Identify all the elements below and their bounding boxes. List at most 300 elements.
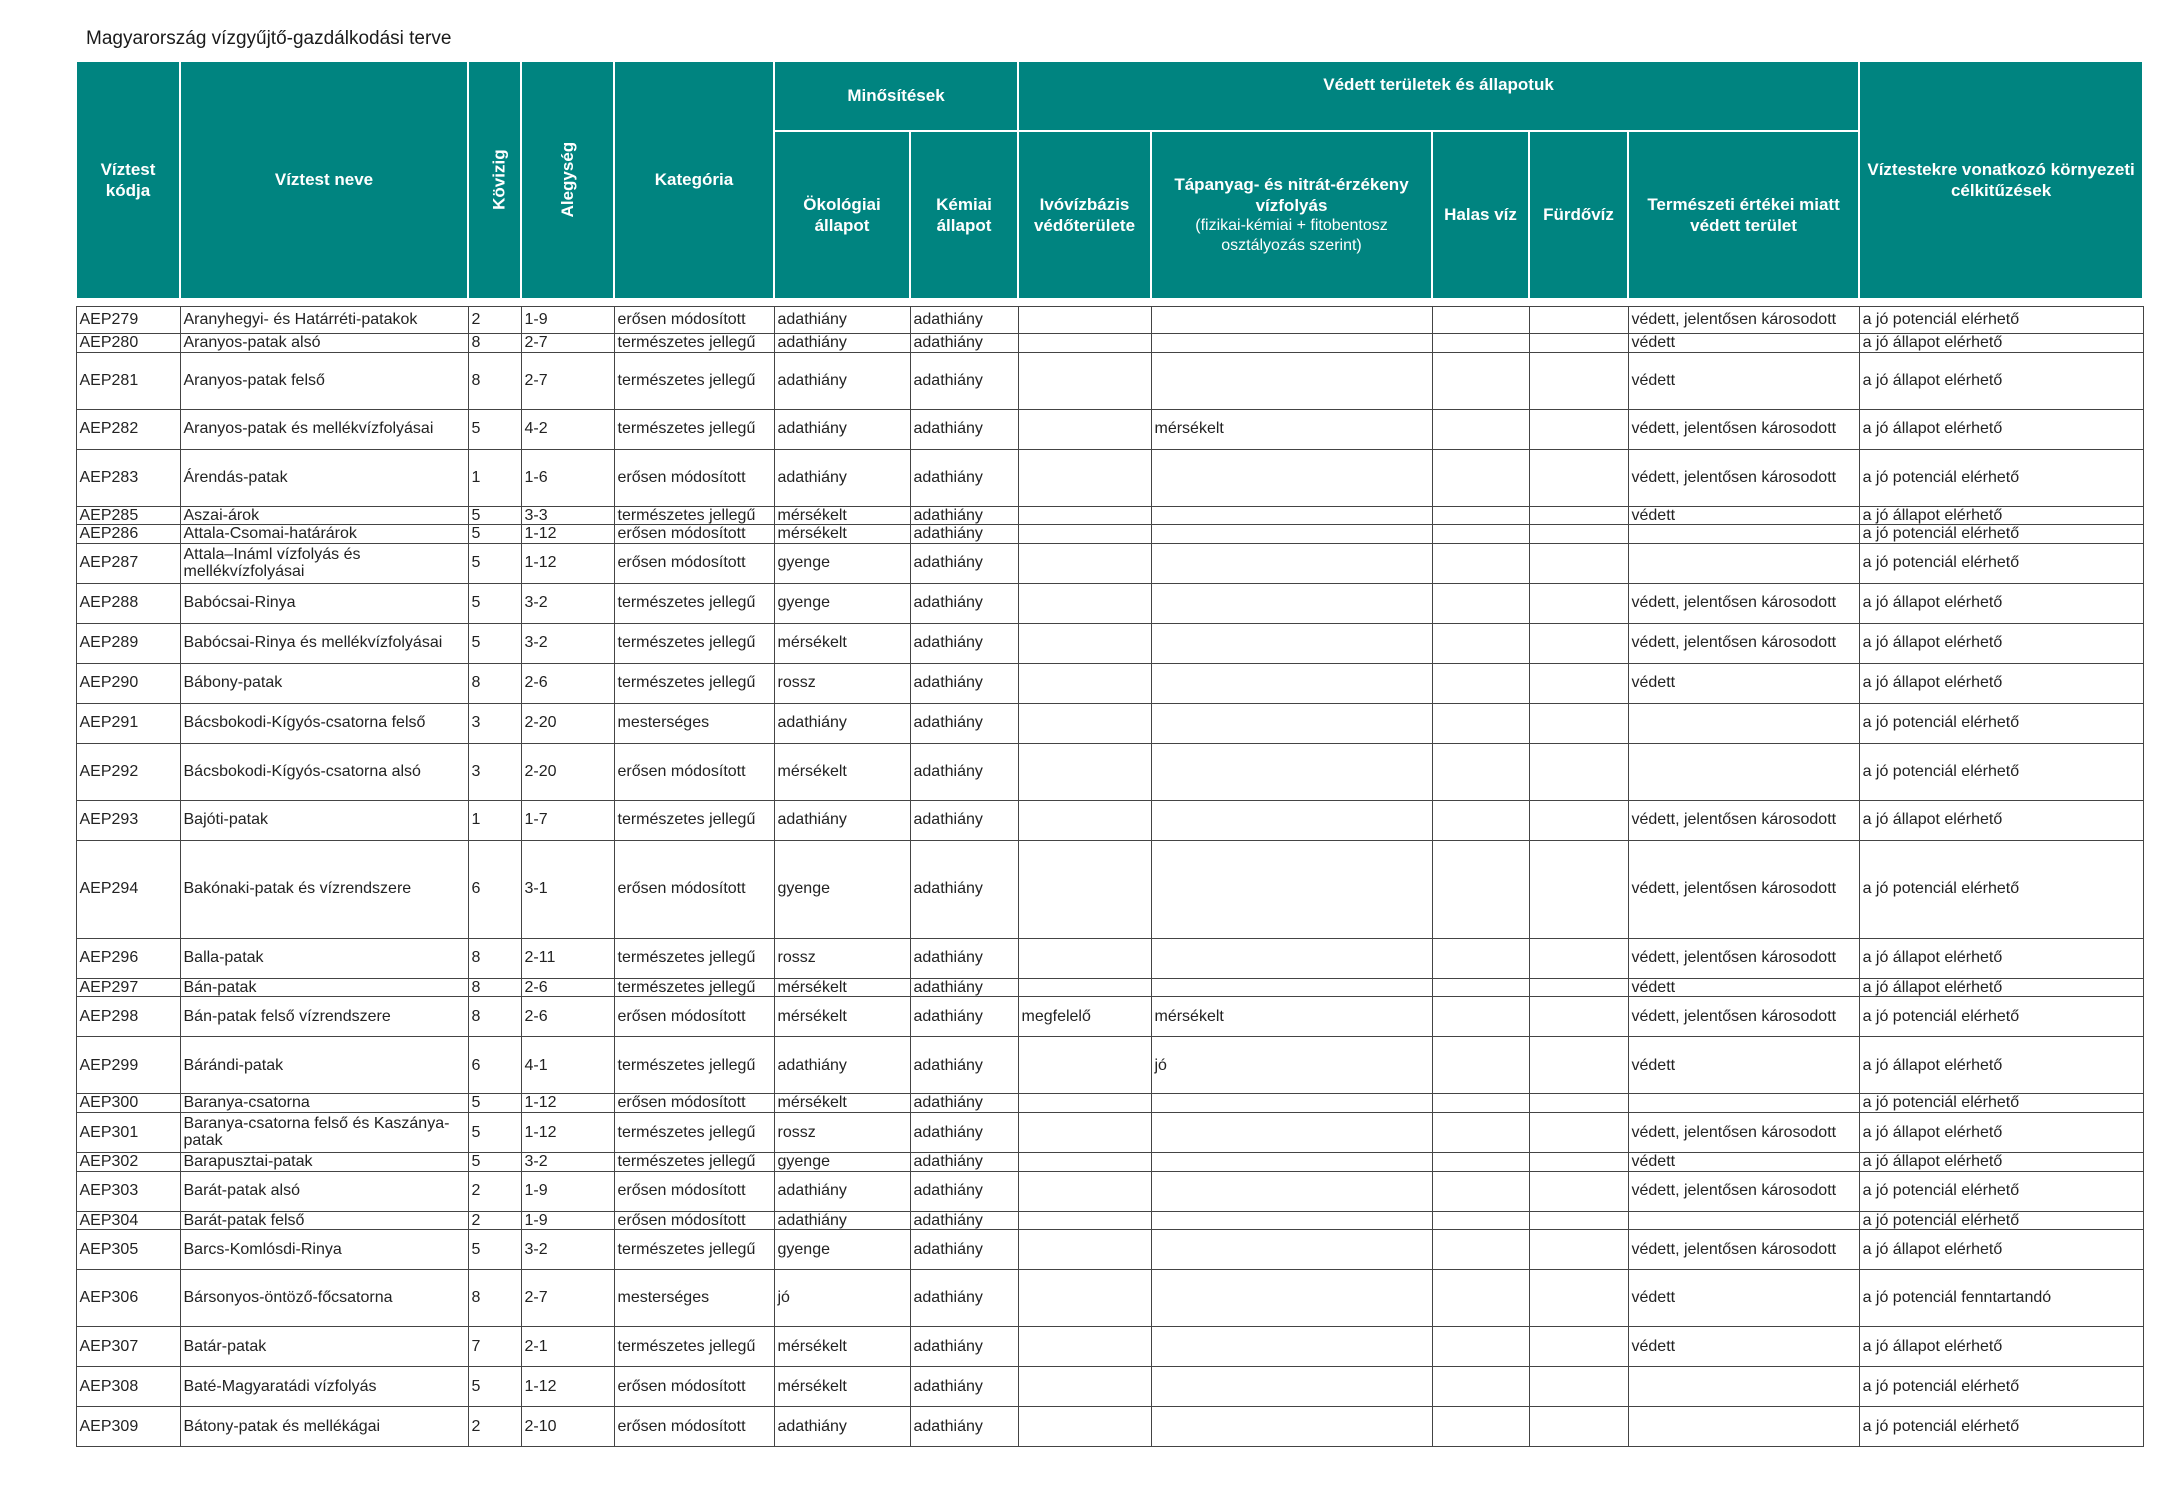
cell-cel: a jó potenciál elérhető xyxy=(1859,307,2143,334)
cell-kemiai: adathiány xyxy=(910,743,1018,800)
cell-code: AEP288 xyxy=(76,583,180,623)
cell-termeszeti: védett xyxy=(1628,1152,1859,1171)
header-kemiai: Kémiai állapot xyxy=(910,131,1018,299)
cell-okologiai: adathiány xyxy=(774,449,910,506)
cell-kemiai: adathiány xyxy=(910,409,1018,449)
table-row xyxy=(76,623,2143,663)
cell-tapanyag xyxy=(1151,1367,1432,1407)
cell-ivoviz xyxy=(1018,352,1151,409)
cell-termeszeti: védett, jelentősen károsodott xyxy=(1628,623,1859,663)
table-row xyxy=(76,1230,2143,1270)
cell-furdo xyxy=(1529,307,1628,334)
cell-code: AEP294 xyxy=(76,840,180,938)
cell-furdo xyxy=(1529,352,1628,409)
cell-kovizig: 2 xyxy=(468,1171,521,1211)
header-code: Víztest kódja xyxy=(76,61,180,299)
cell-kategoria: mesterséges xyxy=(614,1270,774,1327)
table-row xyxy=(76,1112,2143,1152)
cell-okologiai: gyenge xyxy=(774,543,910,583)
cell-okologiai: adathiány xyxy=(774,352,910,409)
cell-furdo xyxy=(1529,583,1628,623)
cell-okologiai: adathiány xyxy=(774,1407,910,1447)
cell-kategoria: erősen módosított xyxy=(614,307,774,334)
cell-kategoria: természetes jellegű xyxy=(614,1230,774,1270)
cell-name: Baranya-csatorna felső és Kaszánya-patak xyxy=(180,1112,468,1152)
cell-termeszeti xyxy=(1628,1094,1859,1113)
cell-ivoviz xyxy=(1018,334,1151,353)
cell-ivoviz xyxy=(1018,1367,1151,1407)
cell-termeszeti: védett, jelentősen károsodott xyxy=(1628,409,1859,449)
cell-termeszeti: védett, jelentősen károsodott xyxy=(1628,583,1859,623)
cell-kemiai: adathiány xyxy=(910,1211,1018,1230)
cell-cel: a jó állapot elérhető xyxy=(1859,1327,2143,1367)
cell-kategoria: mesterséges xyxy=(614,703,774,743)
header-termeszeti: Természeti értékei miatt védett terület xyxy=(1628,131,1859,299)
table-row xyxy=(76,1037,2143,1094)
water-body-table xyxy=(75,60,2144,1447)
cell-okologiai: gyenge xyxy=(774,583,910,623)
cell-kovizig: 5 xyxy=(468,583,521,623)
cell-ivoviz xyxy=(1018,663,1151,703)
table-row xyxy=(76,1152,2143,1171)
cell-code: AEP289 xyxy=(76,623,180,663)
cell-kovizig: 5 xyxy=(468,1112,521,1152)
header-furdoviz: Fürdővíz xyxy=(1529,131,1628,299)
cell-furdo xyxy=(1529,1230,1628,1270)
cell-name: Attala–Ináml vízfolyás és mellékvízfolyásai xyxy=(180,543,468,583)
cell-code: AEP281 xyxy=(76,352,180,409)
cell-furdo xyxy=(1529,1211,1628,1230)
cell-termeszeti: védett, jelentősen károsodott xyxy=(1628,997,1859,1037)
cell-kategoria: erősen módosított xyxy=(614,449,774,506)
cell-furdo xyxy=(1529,1094,1628,1113)
cell-okologiai: mérsékelt xyxy=(774,997,910,1037)
cell-kategoria: természetes jellegű xyxy=(614,1327,774,1367)
cell-cel: a jó potenciál elérhető xyxy=(1859,1094,2143,1113)
header-alegyseg xyxy=(521,61,614,299)
cell-termeszeti: védett, jelentősen károsodott xyxy=(1628,307,1859,334)
cell-ivoviz xyxy=(1018,525,1151,544)
cell-kategoria: természetes jellegű xyxy=(614,352,774,409)
cell-alegyseg: 2-20 xyxy=(521,743,614,800)
header-alegyseg-label: Alegység xyxy=(557,142,577,218)
cell-code: AEP304 xyxy=(76,1211,180,1230)
cell-name: Bársonyos-öntöző-főcsatorna xyxy=(180,1270,468,1327)
cell-okologiai: mérsékelt xyxy=(774,978,910,997)
cell-furdo xyxy=(1529,978,1628,997)
cell-ivoviz xyxy=(1018,1211,1151,1230)
cell-cel: a jó potenciál elérhető xyxy=(1859,840,2143,938)
cell-furdo xyxy=(1529,840,1628,938)
cell-kemiai: adathiány xyxy=(910,543,1018,583)
cell-ivoviz xyxy=(1018,1270,1151,1327)
cell-cel: a jó állapot elérhető xyxy=(1859,800,2143,840)
cell-name: Baté-Magyaratádi vízfolyás xyxy=(180,1367,468,1407)
cell-tapanyag xyxy=(1151,307,1432,334)
cell-okologiai: mérsékelt xyxy=(774,1327,910,1367)
cell-furdo xyxy=(1529,1171,1628,1211)
cell-tapanyag xyxy=(1151,800,1432,840)
cell-code: AEP282 xyxy=(76,409,180,449)
cell-termeszeti: védett xyxy=(1628,1327,1859,1367)
cell-code: AEP283 xyxy=(76,449,180,506)
cell-cel: a jó potenciál elérhető xyxy=(1859,1367,2143,1407)
cell-kemiai: adathiány xyxy=(910,1112,1018,1152)
cell-kemiai: adathiány xyxy=(910,583,1018,623)
cell-cel: a jó potenciál elérhető xyxy=(1859,997,2143,1037)
cell-kovizig: 1 xyxy=(468,800,521,840)
cell-furdo xyxy=(1529,1407,1628,1447)
cell-code: AEP302 xyxy=(76,1152,180,1171)
cell-ivoviz xyxy=(1018,543,1151,583)
cell-termeszeti: védett xyxy=(1628,334,1859,353)
cell-kategoria: erősen módosított xyxy=(614,1407,774,1447)
cell-name: Bárándi-patak xyxy=(180,1037,468,1094)
cell-halas xyxy=(1432,663,1529,703)
cell-alegyseg: 3-2 xyxy=(521,1152,614,1171)
table-row xyxy=(76,1270,2143,1327)
cell-tapanyag xyxy=(1151,583,1432,623)
cell-code: AEP291 xyxy=(76,703,180,743)
table-row xyxy=(76,800,2143,840)
cell-ivoviz xyxy=(1018,623,1151,663)
cell-furdo xyxy=(1529,525,1628,544)
cell-kemiai: adathiány xyxy=(910,1230,1018,1270)
cell-alegyseg: 1-12 xyxy=(521,543,614,583)
cell-kategoria: természetes jellegű xyxy=(614,506,774,525)
cell-furdo xyxy=(1529,334,1628,353)
cell-tapanyag xyxy=(1151,449,1432,506)
cell-kovizig: 5 xyxy=(468,1230,521,1270)
cell-code: AEP285 xyxy=(76,506,180,525)
cell-kovizig: 8 xyxy=(468,1270,521,1327)
table-row xyxy=(76,997,2143,1037)
header-tapanyag-subtitle: (fizikai-kémiai + fitobentosz osztályozás szerint) xyxy=(1195,217,1388,255)
cell-kategoria: természetes jellegű xyxy=(614,623,774,663)
cell-furdo xyxy=(1529,1270,1628,1327)
cell-code: AEP280 xyxy=(76,334,180,353)
cell-termeszeti: védett, jelentősen károsodott xyxy=(1628,1112,1859,1152)
cell-cel: a jó állapot elérhető xyxy=(1859,506,2143,525)
cell-kategoria: erősen módosított xyxy=(614,543,774,583)
header-kovizig-label: Kövizig xyxy=(489,149,509,211)
cell-alegyseg: 2-7 xyxy=(521,334,614,353)
cell-alegyseg: 4-2 xyxy=(521,409,614,449)
cell-ivoviz xyxy=(1018,1327,1151,1367)
cell-cel: a jó állapot elérhető xyxy=(1859,938,2143,978)
cell-kovizig: 3 xyxy=(468,743,521,800)
cell-kovizig: 5 xyxy=(468,1152,521,1171)
cell-name: Barcs-Komlósdi-Rinya xyxy=(180,1230,468,1270)
cell-code: AEP290 xyxy=(76,663,180,703)
cell-halas xyxy=(1432,1112,1529,1152)
cell-tapanyag xyxy=(1151,525,1432,544)
cell-kategoria: erősen módosított xyxy=(614,1094,774,1113)
cell-kovizig: 2 xyxy=(468,307,521,334)
cell-termeszeti: védett xyxy=(1628,352,1859,409)
cell-okologiai: rossz xyxy=(774,1112,910,1152)
cell-name: Bajóti-patak xyxy=(180,800,468,840)
cell-cel: a jó állapot elérhető xyxy=(1859,583,2143,623)
cell-ivoviz xyxy=(1018,1037,1151,1094)
cell-termeszeti: védett xyxy=(1628,1270,1859,1327)
cell-furdo xyxy=(1529,543,1628,583)
cell-halas xyxy=(1432,1367,1529,1407)
cell-okologiai: adathiány xyxy=(774,1037,910,1094)
cell-kovizig: 8 xyxy=(468,352,521,409)
cell-ivoviz xyxy=(1018,1094,1151,1113)
cell-kemiai: adathiány xyxy=(910,1327,1018,1367)
cell-alegyseg: 3-2 xyxy=(521,1230,614,1270)
cell-kemiai: adathiány xyxy=(910,1407,1018,1447)
cell-furdo xyxy=(1529,1152,1628,1171)
cell-kemiai: adathiány xyxy=(910,334,1018,353)
cell-kategoria: erősen módosított xyxy=(614,997,774,1037)
cell-ivoviz xyxy=(1018,1230,1151,1270)
cell-halas xyxy=(1432,978,1529,997)
cell-cel: a jó potenciál fenntartandó xyxy=(1859,1270,2143,1327)
cell-kategoria: természetes jellegű xyxy=(614,1112,774,1152)
cell-alegyseg: 2-6 xyxy=(521,978,614,997)
table-row xyxy=(76,1407,2143,1447)
cell-name: Bátony-patak és mellékágai xyxy=(180,1407,468,1447)
cell-code: AEP293 xyxy=(76,800,180,840)
cell-termeszeti xyxy=(1628,1211,1859,1230)
cell-tapanyag xyxy=(1151,840,1432,938)
cell-ivoviz xyxy=(1018,938,1151,978)
cell-okologiai: adathiány xyxy=(774,800,910,840)
cell-code: AEP286 xyxy=(76,525,180,544)
header-kategoria: Kategória xyxy=(614,61,774,299)
cell-kovizig: 5 xyxy=(468,506,521,525)
cell-furdo xyxy=(1529,743,1628,800)
cell-alegyseg: 3-1 xyxy=(521,840,614,938)
cell-kovizig: 8 xyxy=(468,334,521,353)
cell-termeszeti xyxy=(1628,743,1859,800)
table-row xyxy=(76,1327,2143,1367)
header-okologiai: Ökológiai állapot xyxy=(774,131,910,299)
cell-kemiai: adathiány xyxy=(910,352,1018,409)
cell-okologiai: adathiány xyxy=(774,1211,910,1230)
cell-cel: a jó állapot elérhető xyxy=(1859,334,2143,353)
cell-halas xyxy=(1432,1152,1529,1171)
cell-name: Barát-patak alsó xyxy=(180,1171,468,1211)
cell-kategoria: erősen módosított xyxy=(614,525,774,544)
header-ivovizbazis: Ivóvízbázis védőterülete xyxy=(1018,131,1151,299)
cell-cel: a jó potenciál elérhető xyxy=(1859,703,2143,743)
table-row xyxy=(76,506,2143,525)
cell-tapanyag xyxy=(1151,938,1432,978)
cell-cel: a jó potenciál elérhető xyxy=(1859,1171,2143,1211)
cell-kemiai: adathiány xyxy=(910,307,1018,334)
header-celkituzesek: Víztestekre vonatkozó környezeti célkitűzések xyxy=(1859,61,2143,299)
cell-furdo xyxy=(1529,623,1628,663)
table-row xyxy=(76,938,2143,978)
cell-halas xyxy=(1432,352,1529,409)
cell-alegyseg: 2-10 xyxy=(521,1407,614,1447)
cell-cel: a jó állapot elérhető xyxy=(1859,623,2143,663)
cell-termeszeti: védett, jelentősen károsodott xyxy=(1628,840,1859,938)
header-tapanyag-title: Tápanyag- és nitrát-érzékeny vízfolyás xyxy=(1174,174,1409,215)
cell-kemiai: adathiány xyxy=(910,663,1018,703)
cell-tapanyag xyxy=(1151,663,1432,703)
cell-kovizig: 5 xyxy=(468,623,521,663)
cell-alegyseg: 3-3 xyxy=(521,506,614,525)
table-row xyxy=(76,1094,2143,1113)
cell-okologiai: gyenge xyxy=(774,840,910,938)
cell-alegyseg: 1-12 xyxy=(521,1112,614,1152)
cell-okologiai: adathiány xyxy=(774,334,910,353)
cell-alegyseg: 1-9 xyxy=(521,1171,614,1211)
cell-termeszeti xyxy=(1628,525,1859,544)
cell-code: AEP298 xyxy=(76,997,180,1037)
cell-tapanyag xyxy=(1151,703,1432,743)
cell-termeszeti: védett, jelentősen károsodott xyxy=(1628,449,1859,506)
table-row xyxy=(76,1367,2143,1407)
cell-cel: a jó állapot elérhető xyxy=(1859,1037,2143,1094)
cell-okologiai: mérsékelt xyxy=(774,1094,910,1113)
cell-kategoria: természetes jellegű xyxy=(614,978,774,997)
cell-termeszeti: védett xyxy=(1628,1037,1859,1094)
cell-name: Barapusztai-patak xyxy=(180,1152,468,1171)
cell-kovizig: 6 xyxy=(468,840,521,938)
cell-code: AEP296 xyxy=(76,938,180,978)
cell-cel: a jó állapot elérhető xyxy=(1859,978,2143,997)
cell-halas xyxy=(1432,840,1529,938)
cell-alegyseg: 2-11 xyxy=(521,938,614,978)
cell-cel: a jó potenciál elérhető xyxy=(1859,1211,2143,1230)
cell-cel: a jó potenciál elérhető xyxy=(1859,1407,2143,1447)
cell-tapanyag xyxy=(1151,506,1432,525)
cell-kovizig: 6 xyxy=(468,1037,521,1094)
cell-name: Árendás-patak xyxy=(180,449,468,506)
cell-cel: a jó állapot elérhető xyxy=(1859,409,2143,449)
cell-tapanyag xyxy=(1151,1152,1432,1171)
cell-name: Aranyos-patak alsó xyxy=(180,334,468,353)
cell-code: AEP297 xyxy=(76,978,180,997)
cell-alegyseg: 4-1 xyxy=(521,1037,614,1094)
table-row xyxy=(76,743,2143,800)
cell-halas xyxy=(1432,1327,1529,1367)
cell-ivoviz xyxy=(1018,743,1151,800)
cell-halas xyxy=(1432,1230,1529,1270)
cell-halas xyxy=(1432,1094,1529,1113)
cell-cel: a jó állapot elérhető xyxy=(1859,1152,2143,1171)
cell-cel: a jó potenciál elérhető xyxy=(1859,743,2143,800)
cell-halas xyxy=(1432,506,1529,525)
cell-alegyseg: 2-6 xyxy=(521,663,614,703)
cell-cel: a jó állapot elérhető xyxy=(1859,1112,2143,1152)
cell-kategoria: erősen módosított xyxy=(614,1211,774,1230)
table-row xyxy=(76,307,2143,334)
cell-termeszeti xyxy=(1628,543,1859,583)
cell-code: AEP279 xyxy=(76,307,180,334)
cell-name: Bakónaki-patak és vízrendszere xyxy=(180,840,468,938)
cell-ivoviz xyxy=(1018,409,1151,449)
cell-name: Babócsai-Rinya xyxy=(180,583,468,623)
cell-code: AEP305 xyxy=(76,1230,180,1270)
cell-alegyseg: 1-6 xyxy=(521,449,614,506)
cell-kemiai: adathiány xyxy=(910,997,1018,1037)
cell-okologiai: mérsékelt xyxy=(774,1367,910,1407)
cell-kovizig: 7 xyxy=(468,1327,521,1367)
cell-alegyseg: 2-20 xyxy=(521,703,614,743)
cell-termeszeti: védett xyxy=(1628,663,1859,703)
cell-furdo xyxy=(1529,1112,1628,1152)
cell-kategoria: természetes jellegű xyxy=(614,409,774,449)
header-vedett-teruletek: Védett területek és állapotuk xyxy=(1018,61,1859,131)
cell-kovizig: 8 xyxy=(468,978,521,997)
cell-code: AEP292 xyxy=(76,743,180,800)
cell-tapanyag xyxy=(1151,1112,1432,1152)
cell-cel: a jó állapot elérhető xyxy=(1859,663,2143,703)
cell-name: Babócsai-Rinya és mellékvízfolyásai xyxy=(180,623,468,663)
cell-okologiai: adathiány xyxy=(774,307,910,334)
cell-furdo xyxy=(1529,938,1628,978)
cell-kemiai: adathiány xyxy=(910,1270,1018,1327)
cell-code: AEP299 xyxy=(76,1037,180,1094)
cell-okologiai: jó xyxy=(774,1270,910,1327)
cell-tapanyag: jó xyxy=(1151,1037,1432,1094)
cell-name: Attala-Csomai-határárok xyxy=(180,525,468,544)
cell-tapanyag xyxy=(1151,543,1432,583)
cell-furdo xyxy=(1529,449,1628,506)
table-row xyxy=(76,334,2143,353)
cell-code: AEP307 xyxy=(76,1327,180,1367)
cell-cel: a jó potenciál elérhető xyxy=(1859,449,2143,506)
cell-okologiai: adathiány xyxy=(774,1171,910,1211)
cell-name: Batár-patak xyxy=(180,1327,468,1367)
cell-kovizig: 8 xyxy=(468,997,521,1037)
cell-tapanyag xyxy=(1151,352,1432,409)
header-name: Víztest neve xyxy=(180,61,468,299)
cell-furdo xyxy=(1529,997,1628,1037)
table-row xyxy=(76,1211,2143,1230)
cell-alegyseg: 3-2 xyxy=(521,583,614,623)
cell-name: Bán-patak xyxy=(180,978,468,997)
cell-name: Baranya-csatorna xyxy=(180,1094,468,1113)
table-row xyxy=(76,543,2143,583)
table-row xyxy=(76,840,2143,938)
cell-halas xyxy=(1432,997,1529,1037)
cell-kovizig: 2 xyxy=(468,1211,521,1230)
cell-code: AEP303 xyxy=(76,1171,180,1211)
cell-termeszeti: védett, jelentősen károsodott xyxy=(1628,1171,1859,1211)
cell-termeszeti: védett, jelentősen károsodott xyxy=(1628,938,1859,978)
cell-name: Aranyhegyi- és Határréti-patakok xyxy=(180,307,468,334)
cell-termeszeti: védett, jelentősen károsodott xyxy=(1628,1230,1859,1270)
cell-tapanyag xyxy=(1151,1270,1432,1327)
cell-kovizig: 5 xyxy=(468,1367,521,1407)
cell-tapanyag xyxy=(1151,1094,1432,1113)
cell-halas xyxy=(1432,703,1529,743)
cell-kemiai: adathiány xyxy=(910,938,1018,978)
cell-ivoviz: megfelelő xyxy=(1018,997,1151,1037)
cell-ivoviz xyxy=(1018,583,1151,623)
table-row xyxy=(76,663,2143,703)
cell-name: Bán-patak felső vízrendszere xyxy=(180,997,468,1037)
cell-name: Aszai-árok xyxy=(180,506,468,525)
cell-name: Aranyos-patak felső xyxy=(180,352,468,409)
cell-halas xyxy=(1432,800,1529,840)
cell-kategoria: erősen módosított xyxy=(614,743,774,800)
cell-tapanyag xyxy=(1151,623,1432,663)
cell-kovizig: 1 xyxy=(468,449,521,506)
cell-halas xyxy=(1432,743,1529,800)
cell-kovizig: 8 xyxy=(468,938,521,978)
table-body xyxy=(76,307,2143,1447)
cell-kategoria: természetes jellegű xyxy=(614,1037,774,1094)
